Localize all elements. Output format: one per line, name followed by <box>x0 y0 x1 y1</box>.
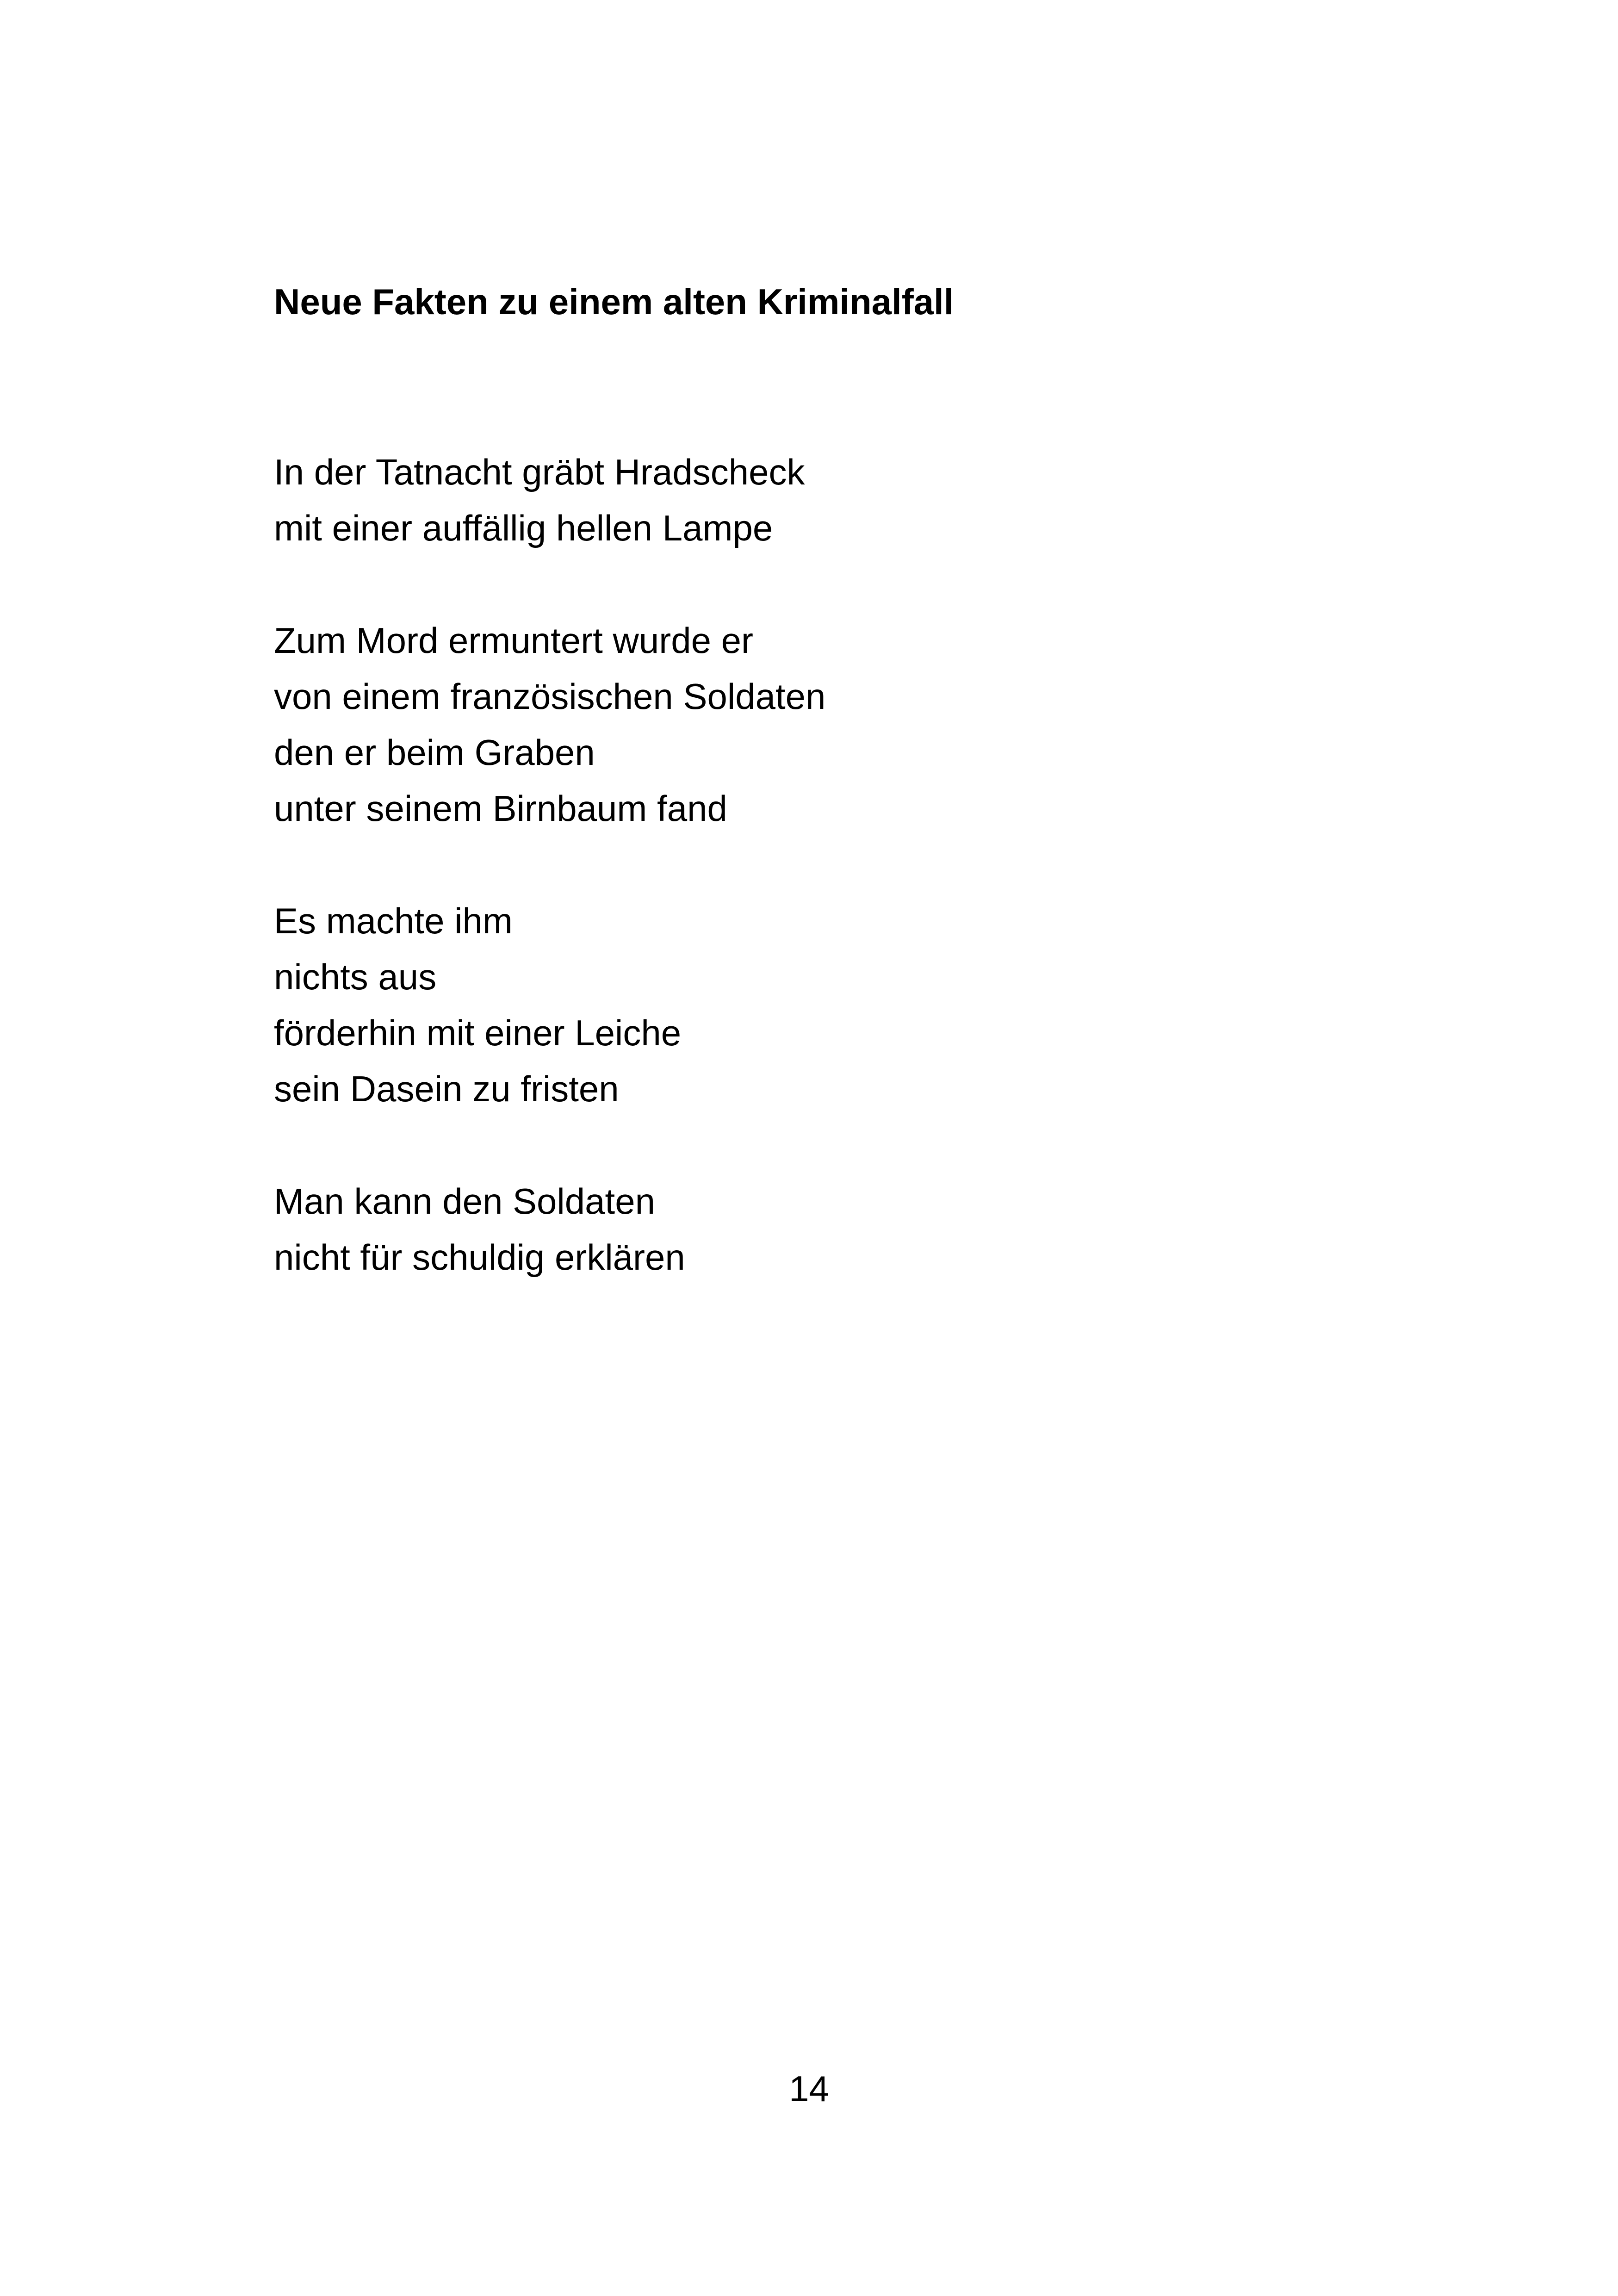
poem-line: unter seinem Birnbaum fand <box>274 788 727 829</box>
page-number: 14 <box>789 2068 829 2109</box>
stanza-2 <box>274 613 1384 837</box>
poem-line: In der Tatnacht gräbt Hradscheck <box>274 452 805 492</box>
poem-line: Zum Mord ermuntert wurde er <box>274 620 753 661</box>
poem-line: von einem französischen Soldaten <box>274 676 826 717</box>
poem-line: den er beim Graben <box>274 732 595 773</box>
stanza-1 <box>274 444 1384 556</box>
poem-line: nicht für schuldig erklären <box>274 1237 685 1278</box>
poem-line: mit einer auffällig hellen Lampe <box>274 508 773 548</box>
stanza-4 <box>274 1173 1384 1285</box>
page-title: Neue Fakten zu einem alten Kriminalfall <box>274 281 954 322</box>
poem-line: sein Dasein zu fristen <box>274 1068 619 1109</box>
poem-line: förderhin mit einer Leiche <box>274 1012 682 1053</box>
poem-body <box>274 444 1384 1342</box>
poem-line: Es machte ihm <box>274 900 513 941</box>
stanza-3 <box>274 893 1384 1117</box>
poem-line: nichts aus <box>274 956 437 997</box>
poem-line: Man kann den Soldaten <box>274 1181 655 1222</box>
